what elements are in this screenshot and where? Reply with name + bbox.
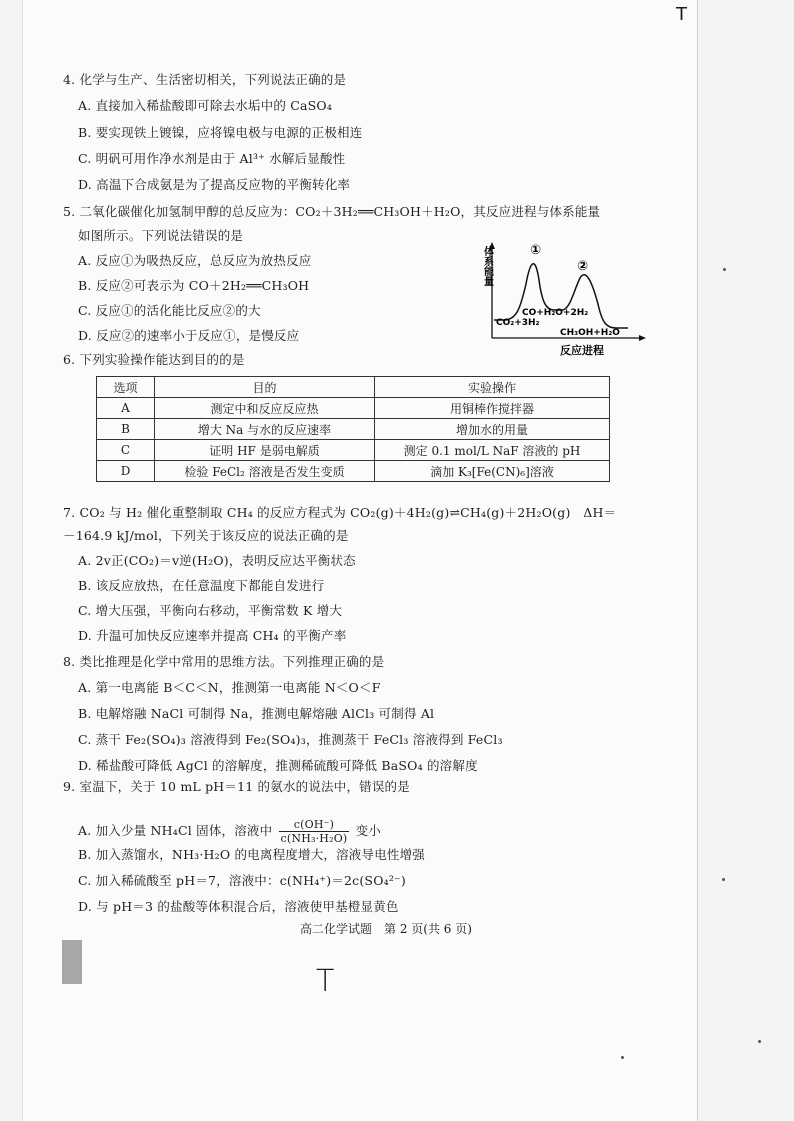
row-b-purpose: 增大 Na 与水的反应速率: [155, 419, 375, 440]
crop-mark-top: T: [676, 4, 687, 25]
row-a-purpose: 测定中和反应反应热: [155, 398, 375, 419]
q7-option-b: B. 该反应放热，在任意温度下都能自发进行: [78, 578, 325, 593]
q4-option-c: C. 明矾可用作净水剂是由于 Al³⁺ 水解后显酸性: [78, 151, 346, 166]
q9-option-c: C. 加入稀硫酸至 pH＝7，溶液中：c(NH₄⁺)＝2c(SO₄²⁻): [78, 873, 406, 888]
q4-option-b: B. 要实现铁上镀镍，应将镍电极与电源的正极相连: [78, 125, 363, 140]
q5-stem-line1: 5. 二氧化碳催化加氢制甲醇的总反应为：CO₂＋3H₂══CH₃OH＋H₂O，其反应进程与体系能量: [63, 204, 601, 219]
q4-stem: 4. 化学与生产、生活密切相关，下列说法正确的是: [63, 72, 347, 87]
q6-table: [96, 376, 610, 482]
q5-option-d: D. 反应②的速率小于反应①，是慢反应: [78, 328, 300, 343]
header-purpose: 目的: [155, 377, 375, 398]
q6-stem: 6. 下列实验操作能达到目的的是: [63, 352, 245, 367]
q9-option-a: [78, 818, 381, 845]
table-row: [97, 440, 610, 461]
page-left-edge: [22, 0, 23, 1121]
row-d-option: D: [97, 461, 155, 482]
state-label-mid: CO+H₂O+2H₂: [522, 308, 589, 318]
page-right-edge: [697, 0, 698, 1121]
row-d-operation: 滴加 K₃[Fe(CN)₆]溶液: [375, 461, 610, 482]
row-b-operation: 增加水的用量: [375, 419, 610, 440]
scan-smudge: [62, 940, 82, 984]
x-axis-arrow: [639, 335, 646, 341]
scan-speck: [722, 878, 725, 881]
scan-speck: [758, 1040, 761, 1043]
q8-option-d: D. 稀盐酸可降低 AgCl 的溶解度，推测稀硫酸可降低 BaSO₄ 的溶解度: [78, 758, 478, 773]
header-option: 选项: [97, 377, 155, 398]
q8-option-a: A. 第一电离能 B＜C＜N，推测第一电离能 N＜O＜F: [78, 680, 381, 695]
row-a-operation: 用铜棒作搅拌器: [375, 398, 610, 419]
scan-speck: [723, 268, 726, 271]
q9-option-b: B. 加入蒸馏水，NH₃·H₂O 的电离程度增大，溶液导电性增强: [78, 847, 425, 862]
crop-mark-bottom: T: [316, 964, 335, 999]
table-row: [97, 398, 610, 419]
q7-option-a: A. 2v正(CO₂)＝v逆(H₂O)，表明反应达平衡状态: [78, 553, 356, 568]
q9-fraction-denominator: c(NH₃·H₂O): [280, 832, 348, 845]
table-row: [97, 419, 610, 440]
q7-stem-line1: 7. CO₂ 与 H₂ 催化重整制取 CH₄ 的反应方程式为 CO₂(g)＋4H₂(g)⇌CH₄(g)＋2H₂O(g) ΔH＝: [63, 505, 617, 520]
q5-stem-line2: 如图所示。下列说法错误的是: [78, 228, 244, 243]
x-axis-label: 反应进程: [560, 344, 604, 357]
table-header-row: [97, 377, 610, 398]
peak-2-label: ②: [577, 259, 589, 274]
row-c-purpose: 证明 HF 是弱电解质: [155, 440, 375, 461]
q4-option-a: A. 直接加入稀盐酸即可除去水垢中的 CaSO₄: [78, 98, 333, 113]
q8-option-c: C. 蒸干 Fe₂(SO₄)₃ 溶液得到 Fe₂(SO₄)₃，推测蒸干 FeCl₃ 溶液得到 FeCl₃: [78, 732, 503, 747]
row-c-operation: 测定 0.1 mol/L NaF 溶液的 pH: [375, 440, 610, 461]
row-b-option: B: [97, 419, 155, 440]
q7-stem-line2: －164.9 kJ/mol，下列关于该反应的说法正确的是: [63, 528, 349, 543]
q9-fraction-numerator: c(OH⁻): [279, 818, 350, 832]
page-footer: 高二化学试题 第 2 页(共 6 页): [300, 922, 472, 936]
state-label-end: CH₃OH+H₂O: [560, 328, 620, 338]
q9-option-a-prefix: A. 加入少量 NH₄Cl 固体，溶液中: [78, 823, 273, 838]
q7-option-d: D. 升温可加快反应速率并提高 CH₄ 的平衡产率: [78, 628, 347, 643]
row-d-purpose: 检验 FeCl₂ 溶液是否发生变质: [155, 461, 375, 482]
q5-option-a: A. 反应①为吸热反应，总反应为放热反应: [78, 253, 312, 268]
y-axis-label: 体系能量: [481, 246, 493, 286]
q5-option-b: B. 反应②可表示为 CO＋2H₂══CH₃OH: [78, 278, 310, 293]
q9-stem: 9. 室温下，关于 10 mL pH＝11 的氨水的说法中，错误的是: [63, 779, 410, 794]
peak-1-label: ①: [530, 243, 542, 258]
row-a-option: A: [97, 398, 155, 419]
q9-option-d: D. 与 pH＝3 的盐酸等体积混合后，溶液使甲基橙显黄色: [78, 899, 399, 914]
table-row: [97, 461, 610, 482]
state-label-start: CO₂+3H₂: [496, 318, 540, 328]
header-operation: 实验操作: [375, 377, 610, 398]
scan-speck: [621, 1056, 624, 1059]
q8-stem: 8. 类比推理是化学中常用的思维方法。下列推理正确的是: [63, 654, 385, 669]
row-c-option: C: [97, 440, 155, 461]
q9-fraction: [279, 818, 350, 845]
q8-option-b: B. 电解熔融 NaCl 可制得 Na，推测电解熔融 AlCl₃ 可制得 Al: [78, 706, 435, 721]
q4-option-d: D. 高温下合成氨是为了提高反应物的平衡转化率: [78, 177, 351, 192]
energy-profile-diagram: [476, 240, 648, 358]
q9-option-a-suffix: 变小: [355, 823, 382, 838]
q7-option-c: C. 增大压强，平衡向右移动，平衡常数 K 增大: [78, 603, 343, 618]
q5-option-c: C. 反应①的活化能比反应②的大: [78, 303, 261, 318]
